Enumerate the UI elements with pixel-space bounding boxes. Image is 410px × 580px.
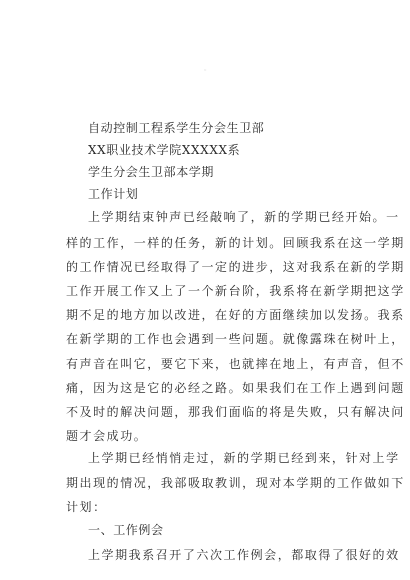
header-line-college: XX职业技术学院XXXXX系 (88, 143, 241, 157)
header-line-department: 自动控制工程系学生分会生卫部 (88, 121, 265, 135)
header-line-plan: 工作计划 (88, 187, 139, 201)
paragraph-line: 上学期已经悄悄走过，新的学期已经到来，针对上学 (88, 451, 400, 465)
paragraph-line: 有声音在叫它，要它下来，也就摔在地上，有声音，但不 (66, 357, 405, 371)
paragraph-line: 上学期结束钟声已经敲响了，新的学期已经开始。一 (88, 210, 400, 224)
paragraph-line: 痛，因为这是它的必经之路。如果我们在工作上遇到问题 (66, 381, 405, 395)
header-line-subunit: 学生分会生卫部本学期 (88, 165, 215, 179)
paragraph-line: 工作开展工作又上了一个新台阶，我系将在新学期把这学 (66, 284, 405, 298)
paragraph-line: 不及时的解决问题，那我们面临的将是失败，只有解决问 (66, 405, 405, 419)
paragraph-line: 样的工作，一样的任务，新的计划。回顾我系在这一学期 (66, 236, 405, 250)
paragraph-line: 期不足的地方加以改进，在好的方面继续加以发扬。我系 (66, 308, 405, 322)
paragraph-line: 期出现的情况，我部吸取教训，现对本学期的工作做如下 (66, 476, 405, 490)
section-heading: 一、工作例会 (88, 523, 164, 537)
paragraph-line: 的工作情况已经取得了一定的进步，这对我系在新的学期 (66, 260, 405, 274)
paragraph-line: 上学期我系召开了六次工作例会，都取得了很好的效 (88, 548, 400, 562)
paragraph-line: 在新学期的工作也会遇到一些问题。就像露珠在树叶上， (66, 332, 405, 346)
paragraph-line: 题才会成功。 (66, 429, 148, 443)
paragraph-line: 计划： (66, 500, 107, 514)
